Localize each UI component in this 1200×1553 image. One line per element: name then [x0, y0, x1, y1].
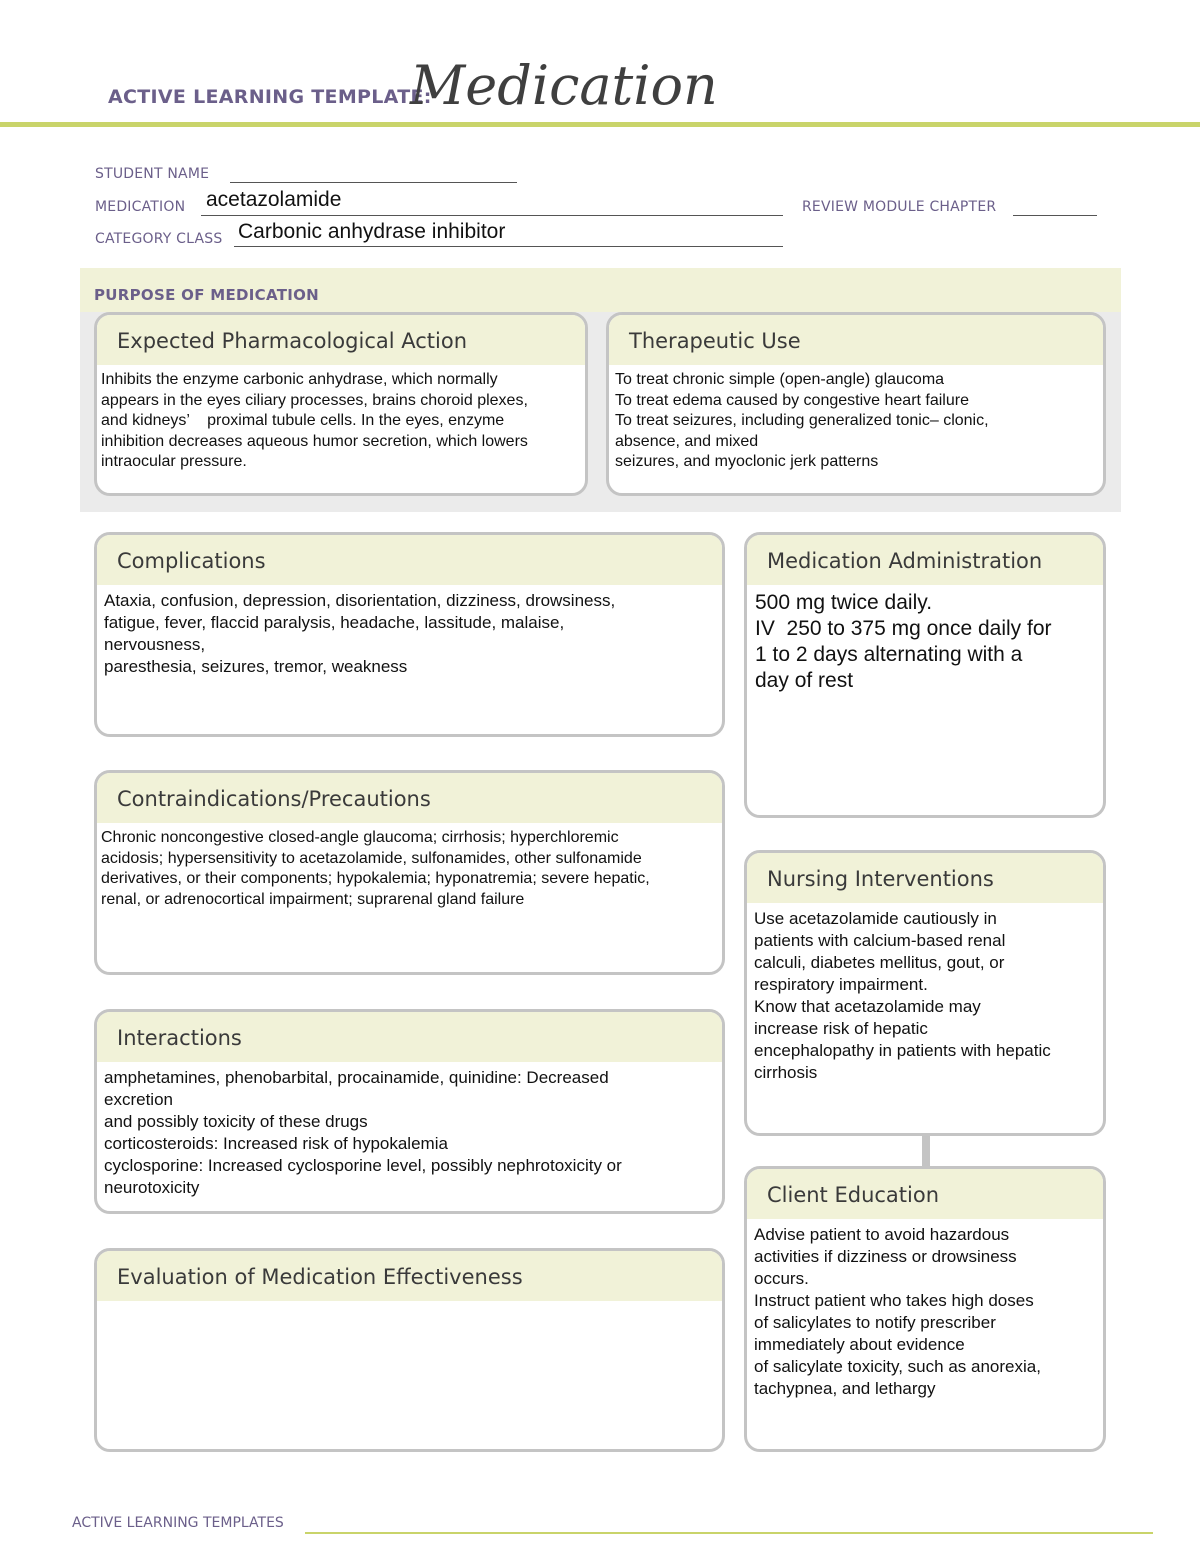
- evaluation-body[interactable]: [97, 1301, 722, 1306]
- category-class-label: CATEGORY CLASS: [95, 231, 223, 247]
- text-line: intraocular pressure.: [101, 453, 247, 470]
- medication-field[interactable]: acetazolamide: [206, 188, 342, 211]
- therapeutic-use-heading: Therapeutic Use: [609, 315, 1103, 365]
- text-line: respiratory impairment.: [754, 975, 928, 994]
- interactions-body[interactable]: [97, 1062, 722, 1199]
- student-name-label: STUDENT NAME: [95, 166, 210, 182]
- contraindications-card: [94, 770, 725, 975]
- text-line: Advise patient to avoid hazardous: [754, 1225, 1010, 1244]
- text-line: fatigue, fever, flaccid paralysis, headache, lassitude, malaise,: [104, 613, 565, 632]
- text-line: tachypnea, and lethargy: [754, 1379, 936, 1398]
- text-line: acidosis; hypersensitivity to acetazolamide, sulfonamides, other sulfonamide: [101, 849, 642, 867]
- footer-text: ACTIVE LEARNING TEMPLATES: [72, 1515, 284, 1531]
- text-line: increase risk of hepatic: [754, 1019, 928, 1038]
- text-line: and possibly toxicity of these drugs: [104, 1112, 368, 1131]
- text-line: Chronic noncongestive closed-angle glaucoma; cirrhosis; hyperchloremic: [101, 829, 619, 846]
- purpose-title: PURPOSE OF MEDICATION: [94, 286, 320, 304]
- template-title: Medication: [410, 54, 718, 117]
- text-line: To treat edema caused by congestive heart failure: [615, 391, 969, 409]
- text-line: amphetamines, phenobarbital, procainamide, quinidine: Decreased: [104, 1068, 609, 1087]
- text-line: Use acetazolamide cautiously in: [754, 909, 997, 928]
- text-line: patients with calcium-based renal: [754, 931, 1006, 950]
- header-rule: [0, 122, 1200, 127]
- evaluation-card: [94, 1248, 725, 1452]
- interactions-heading: Interactions: [97, 1012, 722, 1062]
- text-line: of salicylate toxicity, such as anorexia,: [754, 1357, 1041, 1376]
- complications-heading: Complications: [97, 535, 722, 585]
- text-line: corticosteroids: Increased risk of hypokalemia: [104, 1134, 448, 1153]
- text-line: nervousness,: [104, 635, 206, 654]
- text-line: To treat chronic simple (open-angle) glaucoma: [615, 371, 945, 388]
- interactions-card: [94, 1009, 725, 1214]
- therapeutic-use-card: [606, 312, 1106, 496]
- nursing-interventions-heading: Nursing Interventions: [747, 853, 1103, 903]
- nursing-interventions-body[interactable]: [747, 903, 1103, 1084]
- contraindications-body[interactable]: [97, 823, 722, 910]
- text-line: excretion: [104, 1090, 173, 1109]
- therapeutic-use-body[interactable]: [609, 365, 1103, 473]
- text-line: encephalopathy in patients with hepatic: [754, 1041, 1051, 1060]
- category-class-field[interactable]: Carbonic anhydrase inhibitor: [238, 220, 506, 243]
- expected-action-card: [94, 312, 588, 496]
- text-line: calculi, diabetes mellitus, gout, or: [754, 953, 1005, 972]
- student-name-line: [230, 182, 517, 183]
- text-line: Know that acetazolamide may: [754, 997, 981, 1016]
- text-line: day of rest: [755, 669, 854, 692]
- nursing-interventions-card: [744, 850, 1106, 1136]
- text-line: and kidneys’ proximal tubule cells. In the eyes, enzyme: [101, 412, 505, 429]
- medication-administration-body[interactable]: [747, 585, 1103, 694]
- complications-body[interactable]: [97, 585, 722, 678]
- review-module-label: REVIEW MODULE CHAPTER: [802, 199, 997, 215]
- card-connector: [922, 1134, 930, 1166]
- expected-action-heading: Expected Pharmacological Action: [97, 315, 585, 365]
- contraindications-heading: Contraindications/Precautions: [97, 773, 722, 823]
- text-line: 1 to 2 days alternating with a: [755, 643, 1023, 666]
- text-line: seizures, and myoclonic jerk patterns: [615, 453, 879, 470]
- evaluation-heading: Evaluation of Medication Effectiveness: [97, 1251, 722, 1301]
- text-line: of salicylates to notify prescriber: [754, 1313, 996, 1332]
- client-education-card: [744, 1166, 1106, 1452]
- medication-administration-heading: Medication Administration: [747, 535, 1103, 585]
- text-line: renal, or adrenocortical impairment; suprarenal gland failure: [101, 890, 525, 908]
- text-line: appears in the eyes ciliary processes, brains choroid plexes,: [101, 391, 528, 409]
- text-line: activities if dizziness or drowsiness: [754, 1247, 1017, 1266]
- footer-rule: [305, 1532, 1153, 1534]
- text-line: To treat seizures, including generalized tonic– clonic,: [615, 412, 989, 429]
- text-line: Inhibits the enzyme carbonic anhydrase, which normally: [101, 371, 498, 388]
- expected-action-body[interactable]: [97, 365, 585, 473]
- medication-label: MEDICATION: [95, 199, 186, 215]
- text-line: IV 250 to 375 mg once daily for: [755, 617, 1052, 640]
- text-line: absence, and mixed: [615, 432, 759, 450]
- review-module-line: [1013, 215, 1097, 216]
- text-line: derivatives, or their components; hypokalemia; hyponatremia; severe hepatic,: [101, 870, 650, 887]
- text-line: occurs.: [754, 1269, 809, 1288]
- text-line: cyclosporine: Increased cyclosporine level, possibly nephrotoxicity or: [104, 1156, 622, 1175]
- text-line: inhibition decreases aqueous humor secretion, which lowers: [101, 432, 528, 450]
- client-education-heading: Client Education: [747, 1169, 1103, 1219]
- text-line: Ataxia, confusion, depression, disorientation, dizziness, drowsiness,: [104, 591, 616, 610]
- text-line: 500 mg twice daily.: [755, 591, 933, 614]
- template-label: ACTIVE LEARNING TEMPLATE:: [108, 86, 432, 108]
- category-class-line: [234, 246, 783, 247]
- client-education-body[interactable]: [747, 1219, 1103, 1400]
- complications-card: [94, 532, 725, 737]
- text-line: paresthesia, seizures, tremor, weakness: [104, 657, 408, 676]
- medication-line: [201, 215, 783, 216]
- text-line: cirrhosis: [754, 1063, 818, 1082]
- text-line: Instruct patient who takes high doses: [754, 1291, 1034, 1310]
- text-line: neurotoxicity: [104, 1178, 200, 1197]
- medication-administration-card: [744, 532, 1106, 818]
- text-line: immediately about evidence: [754, 1335, 965, 1354]
